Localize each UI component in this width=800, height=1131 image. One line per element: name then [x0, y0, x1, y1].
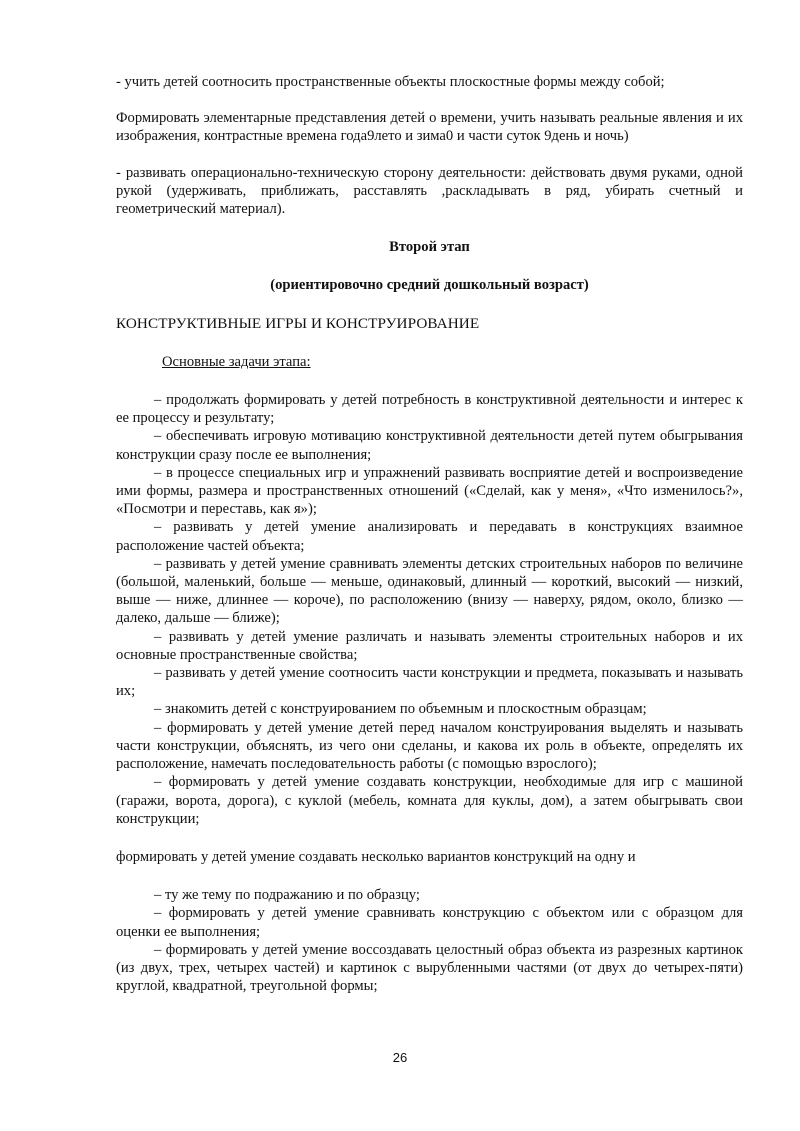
paragraph-operational-skills: - развивать операционально-техническую сторону деятельности: действовать двумя руками, одной рукой (удерживать, приближать, расставлять ,раскладывать в ряд, убирать счетный и геометрический материал). [116, 164, 743, 218]
list-item: – формировать у детей умение детей перед началом конструирования выделять и называть части конструкции, объяснять, из чего они сделаны, и какова их роль в объекте, определять их расположение, намечать последовательность работы (с помощью взрослого); [116, 719, 743, 773]
list-item: – знакомить детей с конструированием по объемным и плоскостным образцам; [154, 701, 647, 718]
section-heading: КОНСТРУКТИВНЫЕ ИГРЫ И КОНСТРУИРОВАНИЕ [116, 314, 480, 332]
list-item: – формировать у детей умение сравнивать конструкцию с объектом или с образцом для оценки ее выполнения; [116, 905, 743, 940]
list-item: – обеспечивать игровую мотивацию конструктивной деятельности детей путем обыгрывания конструкции сразу после ее выполнения; [116, 428, 743, 463]
list-item: – формировать у детей умение создавать конструкции, необходимые для игр с машиной (гаражи, ворота, дорога), с куклой (мебель, комната для куклы, дом), а затем обыгрывать свои конструкции; [116, 774, 743, 827]
paragraph-time-concepts: Формировать элементарные представления детей о времени, учить называть реальные явления и их изображения, контрастные времена года9лето и зима0 и части суток 9день и ночь) [116, 110, 743, 145]
list-item: – развивать у детей умение сравнивать элементы детских строительных наборов по величине (большой, маленький, больше — меньше, одинаковый, длинный — короткий, высокий — низкий, выше — ниже, длиннее — короче), по расположению (внизу — наверху, рядом, около, близко — далеко, дальше — ближе); [116, 555, 743, 627]
list-item: – развивать у детей умение различать и называть элементы строительных наборов и их основные пространственные свойства; [116, 628, 743, 663]
task-list [116, 391, 743, 828]
list-item: – продолжать формировать у детей потребность в конструктивной деятельности и интерес к ее процессу и результату; [116, 392, 743, 427]
list-item: – развивать у детей умение анализировать и передавать в конструкциях взаимное расположение частей объекта; [116, 519, 743, 554]
stage-title: Второй этап [389, 239, 470, 256]
page-number: 26 [392, 1050, 408, 1065]
paragraph-variants: формировать у детей умение создавать несколько вариантов конструкций на одну и [116, 848, 636, 865]
list-item: – ту же тему по подражанию и по образцу; [154, 887, 420, 904]
list-item: – развивать у детей умение соотносить части конструкции и предмета, показывать и называть их; [116, 665, 743, 700]
tasks-label: Основные задачи этапа: [162, 353, 311, 370]
stage-subtitle: (ориентировочно средний дошкольный возраст) [270, 277, 589, 294]
task-list-continued [116, 886, 743, 995]
document-page [116, 73, 743, 995]
paragraph-spatial-objects: - учить детей соотносить пространственные объекты плоскостные формы между собой; [116, 74, 665, 90]
list-item: – в процессе специальных игр и упражнений развивать восприятие детей и воспроизведение ими формы, размера и пространственных отношений («Сделай, как у меня», «Что изменилось?», «Посмотри и переставь, как я»); [116, 464, 743, 518]
list-item: – формировать у детей умение воссоздавать целостный образ объекта из разрезных картинок (из двух, трех, четырех частей) и картинок с вырубленными частями (от двух до четырех-пяти) круглой, квадратной, треугольной формы; [116, 941, 743, 995]
